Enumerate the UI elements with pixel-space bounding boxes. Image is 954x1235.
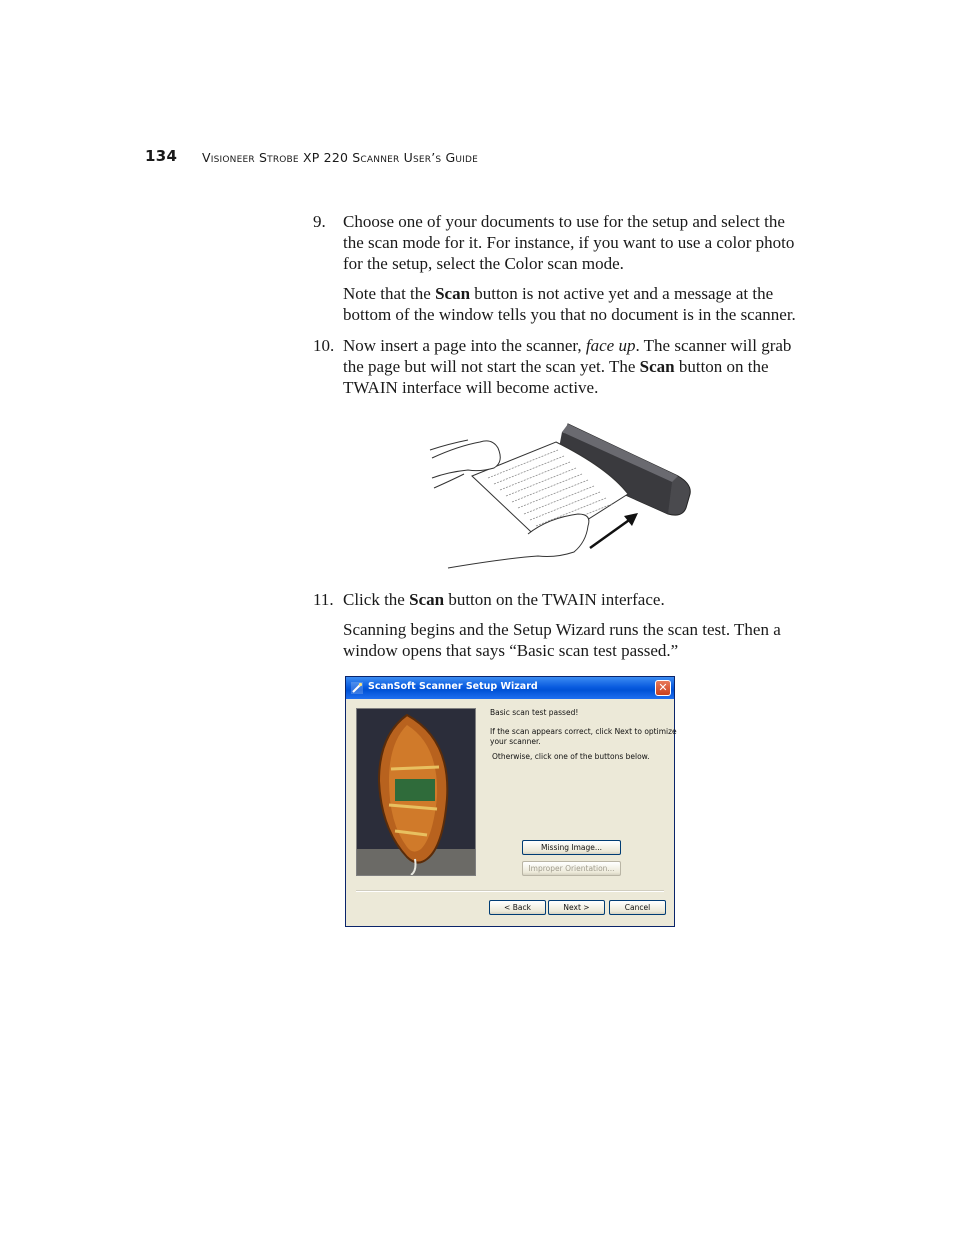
- step-number-10: 10.: [313, 336, 335, 355]
- text-run: Click the: [343, 590, 410, 609]
- text-line: window opens that says “Basic scan test passed.”: [343, 641, 679, 660]
- dialog-separator: [356, 890, 664, 892]
- bold-term-scan: Scan: [435, 284, 471, 303]
- text-run: button on the: [674, 357, 769, 376]
- insert-arrow-head: [624, 513, 638, 526]
- text-run: button is not active yet and a message at the: [470, 284, 774, 303]
- dialog-message-heading: Basic scan test passed!: [490, 708, 579, 717]
- text-line: [343, 283, 823, 304]
- dialog-titlebar: [346, 677, 674, 699]
- step-10-text: [343, 335, 823, 398]
- text-line: Choose one of your documents to use for the setup and select the: [343, 212, 785, 231]
- scanner-illustration: [428, 418, 694, 570]
- text-run: button on the TWAIN interface.: [444, 590, 665, 609]
- dialog-message-line: your scanner.: [490, 737, 541, 746]
- setup-wizard-dialog: [345, 676, 675, 927]
- text-run: the page but will not start the scan yet. The: [343, 357, 640, 376]
- dialog-message-line: If the scan appears correct, click Next to optimize: [490, 727, 677, 736]
- dialog-title: ScanSoft Scanner Setup Wizard: [368, 681, 538, 692]
- text-line: the scan mode for it. For instance, if you want to use a color photo: [343, 233, 795, 252]
- bold-term-scan: Scan: [409, 590, 445, 609]
- wizard-wand-icon: [350, 681, 364, 695]
- italic-term: face up: [585, 336, 636, 355]
- boat-photo: [357, 709, 475, 875]
- step-number-9: 9.: [313, 212, 326, 231]
- running-title: Visioneer Strobe XP 220 Scanner User’s Guide: [202, 150, 479, 165]
- next-button[interactable]: Next >: [548, 900, 605, 915]
- text-line: [343, 589, 823, 610]
- step-11-followup: [343, 619, 823, 661]
- dialog-message-line: Otherwise, click one of the buttons below.: [492, 752, 650, 761]
- text-line: bottom of the window tells you that no document is in the scanner.: [343, 305, 796, 324]
- text-line: [343, 335, 823, 356]
- text-line: for the setup, select the Color scan mode.: [343, 254, 624, 273]
- hand-bottom: [448, 514, 589, 568]
- insert-arrow-shaft: [590, 518, 632, 548]
- step-9-note: [343, 283, 823, 325]
- cancel-button[interactable]: Cancel: [609, 900, 666, 915]
- missing-image-button[interactable]: Missing Image...: [522, 840, 621, 855]
- bold-term-scan: Scan: [639, 357, 675, 376]
- step-number-11: 11.: [313, 590, 334, 609]
- step-11-text: [343, 589, 823, 610]
- text-line: [343, 356, 823, 377]
- close-button[interactable]: ✕: [655, 680, 671, 696]
- page-number: 134: [145, 147, 178, 165]
- text-run: . The scanner will grab: [635, 336, 792, 355]
- scan-preview-image: [356, 708, 476, 876]
- text-line: Scanning begins and the Setup Wizard runs the scan test. Then a: [343, 620, 781, 639]
- improper-orientation-button[interactable]: Improper Orientation...: [522, 861, 621, 876]
- step-9-text: [343, 211, 823, 274]
- text-line: TWAIN interface will become active.: [343, 378, 599, 397]
- text-run: Now insert a page into the scanner,: [343, 336, 586, 355]
- text-run: Note that the: [343, 284, 436, 303]
- back-button[interactable]: < Back: [489, 900, 546, 915]
